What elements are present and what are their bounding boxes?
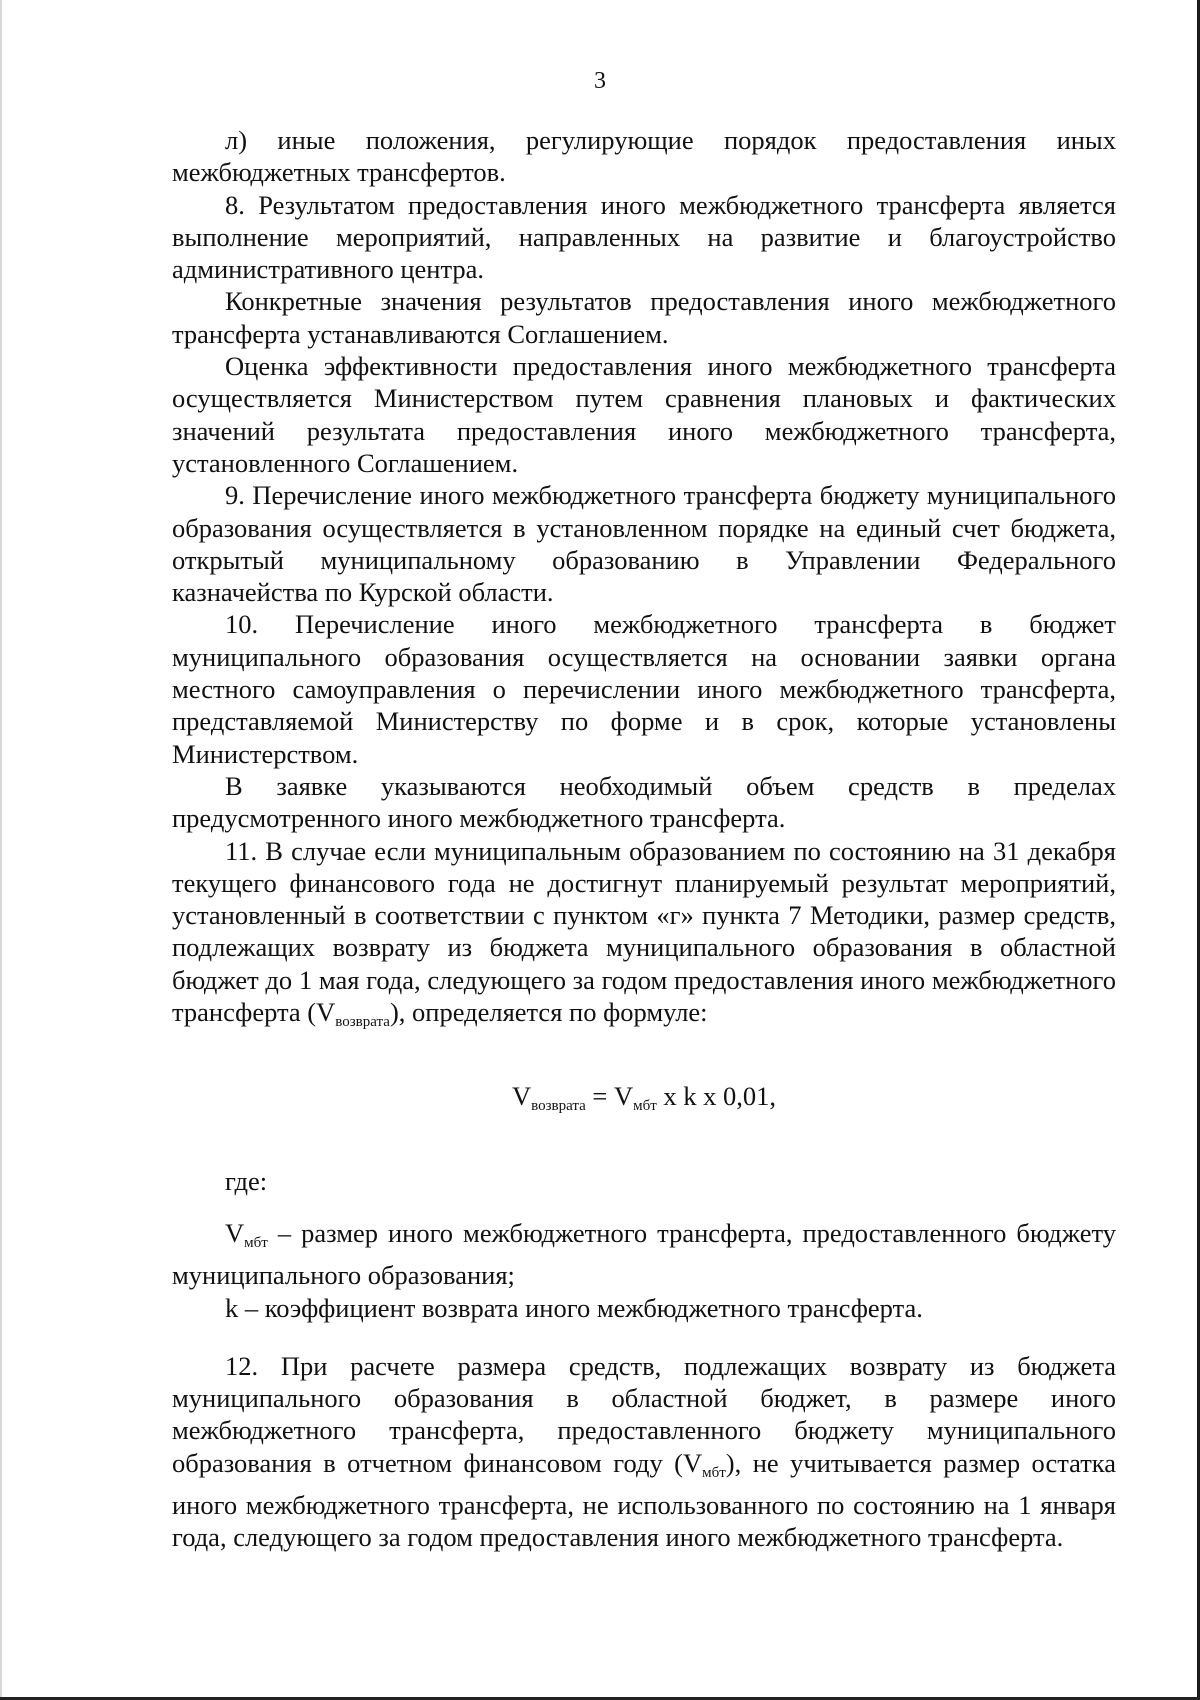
document-body <box>172 124 1116 1554</box>
formula-equals-v: = V <box>585 1081 634 1112</box>
paragraph-12 <box>172 1350 1116 1554</box>
paragraph-11-subscript: возврата <box>335 1014 390 1031</box>
definition-k: k – коэффициент возврата иного межбюджетного трансферта. <box>225 1292 923 1323</box>
paragraph-8-evaluation: Оценка эффективности предоставления иного межбюджетного трансферта осуществляется Министерством путем сравнения плановых и фактических значений результата предоставления иного межбюджетного трансферта, установленного Соглашением. <box>172 351 1116 478</box>
paragraph-11-text: 11. В случае если муниципальным образованием по состоянию на 31 декабря текущего финансового года не достигнут планируемый результат мероприятий, установленный в соответствии с пунктом «г» пункта 7 Методики, размер средств, подлежащих возврату из бюджета муниципального образования в областной бюджет до 1 мая года, следующего за годом предоставления иного межбюджетного трансферта (V <box>172 835 1116 1028</box>
paragraph-8: 8. Результатом предоставления иного межбюджетного трансферта является выполнение мероприятий, направленных на развитие и благоустройство административного центра. <box>172 189 1116 285</box>
formula-sub-return: возврата <box>531 1098 586 1115</box>
paragraph-11 <box>172 835 1116 1039</box>
paragraph-11-tail: ), определяется по формуле: <box>389 997 708 1028</box>
definition-v-text: – размер иного межбюджетного трансферта, предоставленного бюджету муниципального образования; <box>172 1217 1116 1291</box>
paragraph-12-subscript: мбт <box>702 1464 726 1481</box>
paragraph-12-text: 12. При расчете размера средств, подлежащих возврату из бюджета муниципального образования в областной бюджет, в размере иного межбюджетного трансферта, предоставленного бюджету муниципального образования в отчетном финансовом году (V <box>172 1350 1116 1478</box>
formula-rest: x k x 0,01, <box>656 1081 777 1112</box>
scan-edge-left <box>0 0 2 1700</box>
paragraph-item-l: л) иные положения, регулирующие порядок предоставления иных межбюджетных трансфертов. <box>172 125 1116 188</box>
formula-sub-mbt: мбт <box>633 1098 657 1115</box>
page-number: 3 <box>594 68 606 94</box>
definition-v-symbol: V <box>225 1217 245 1248</box>
paragraph-10: 10. Перечисление иного межбюджетного трансферта в бюджет муниципального образования осуществляется на основании заявки органа местного самоуправления о перечислении иного межбюджетного трансферта, представляемой Министерству по форме и в срок, которые установлены Министерством. <box>172 609 1116 769</box>
paragraph-9: 9. Перечисление иного межбюджетного трансферта бюджету муниципального образования осуществляется в установленном порядке на единый счет бюджета, открытый муниципальному образованию в Управлении Федерального казначейства по Курской области. <box>172 480 1116 608</box>
formula-v-return: V <box>511 1081 532 1112</box>
definition-v-subscript: мбт <box>244 1234 268 1251</box>
paragraph-8-values: Конкретные значения результатов предоставления иного межбюджетного трансферта устанавливаются Соглашением. <box>172 286 1116 349</box>
paragraph-10-request: В заявке указываются необходимый объем средств в пределах предусмотренного иного межбюджетного трансферта. <box>172 770 1116 834</box>
where-label: где: <box>225 1165 268 1196</box>
return-formula <box>172 1080 1116 1122</box>
paragraph-12-tail: ), не учитывается размер остатка иного межбюджетного трансферта, не использованного по состоянию на 1 января года, следующего за годом предоставления иного межбюджетного трансферта. <box>172 1447 1117 1553</box>
spacer <box>172 1197 1116 1217</box>
spacer <box>172 1324 1116 1350</box>
definition-v-mbt <box>172 1217 1116 1292</box>
